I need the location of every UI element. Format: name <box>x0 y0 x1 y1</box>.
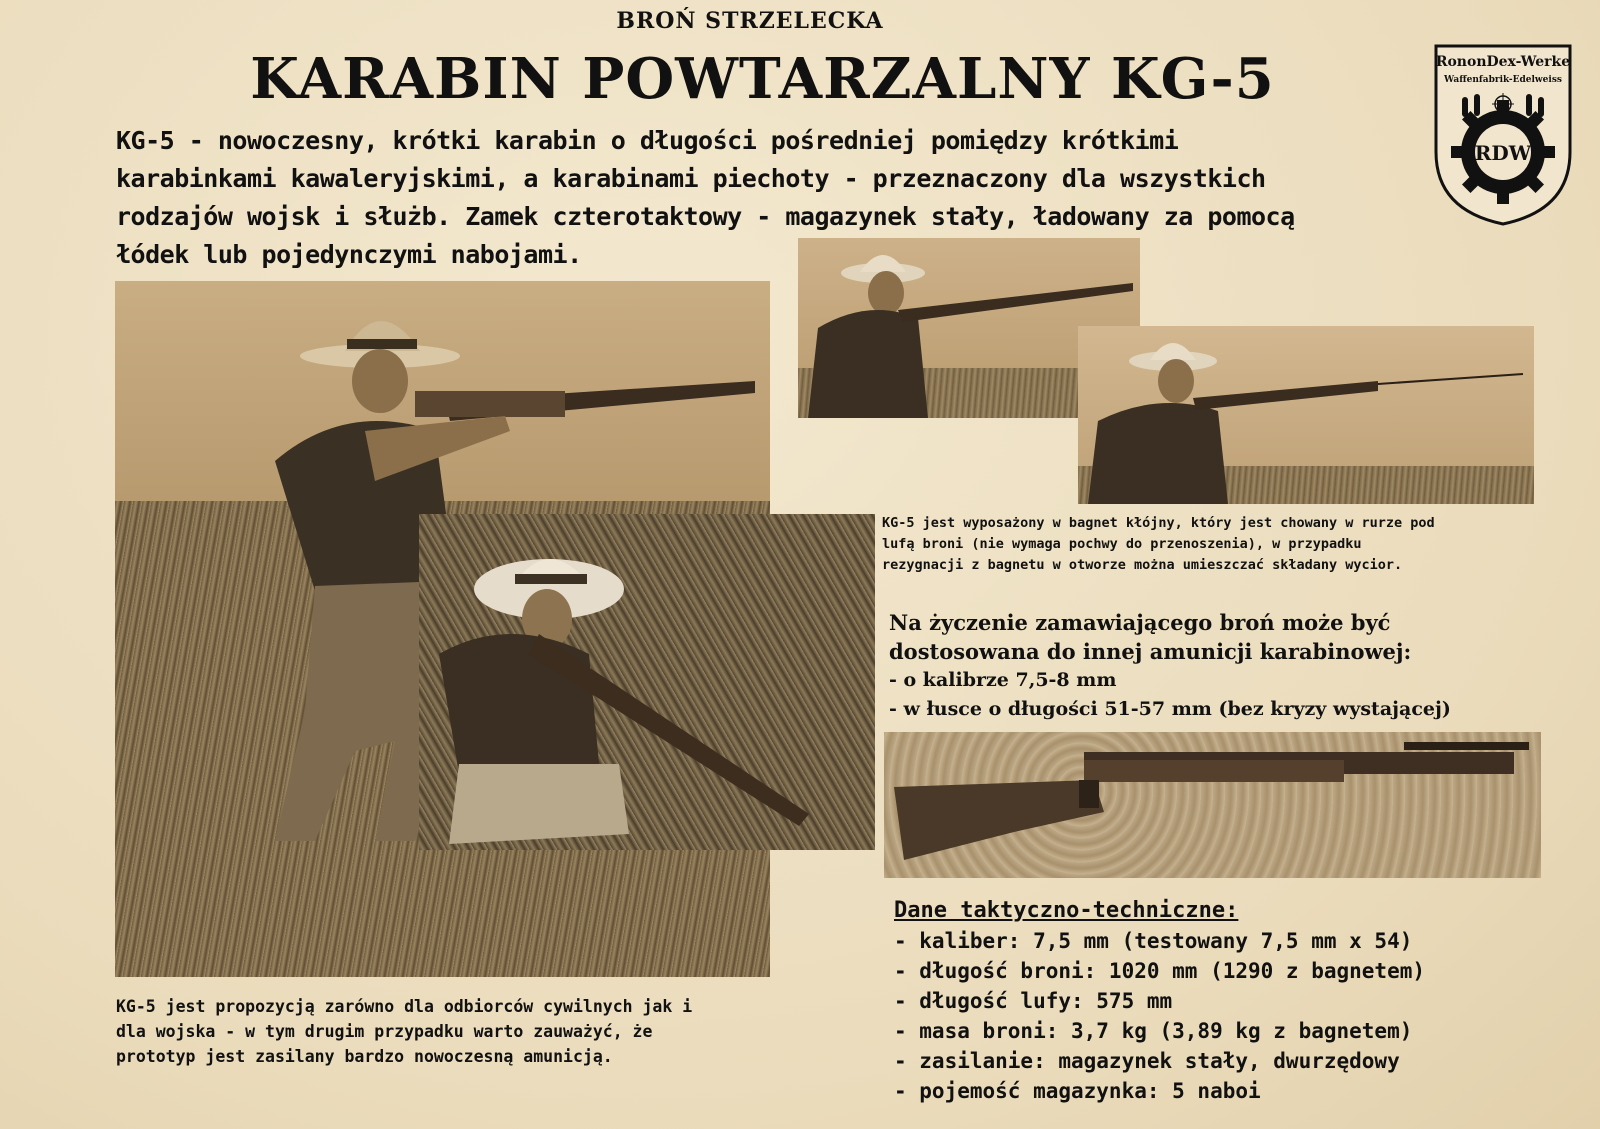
custom-line: - o kalibrze 7,5-8 mm <box>889 669 1117 691</box>
intro-paragraph <box>116 122 1386 274</box>
caption-line: prototyp jest zasilany bardzo nowoczesną amunicją. <box>116 1047 613 1066</box>
specs-section <box>894 896 1594 1106</box>
spec-item: - kaliber: 7,5 mm (testowany 7,5 mm x 54) <box>894 929 1413 953</box>
bayonet-soldier-icon <box>1078 326 1534 504</box>
page-title: KARABIN POWTARZALNY KG-5 <box>250 46 1275 112</box>
caption-line: KG-5 jest wyposażony w bagnet kłójny, który jest chowany w rurze pod <box>882 515 1435 531</box>
custom-line: - w łusce o długości 51-57 mm (bez kryzy wystającej) <box>889 698 1451 720</box>
caption-line: dla wojska - w tym drugim przypadku warto zauważyć, że <box>116 1022 653 1041</box>
logo-emblem-icon <box>1432 42 1574 227</box>
logo-line1: RononDex-Werke <box>1435 54 1571 70</box>
custom-line: dostosowana do innej amunicji karabinowej: <box>889 639 1412 664</box>
intro-line: łódek lub pojedynczymi nabojami. <box>116 240 582 269</box>
spec-item: - zasilanie: magazynek stały, dwurzędowy <box>894 1049 1400 1073</box>
custom-ammo-note <box>889 608 1589 724</box>
rifle-icon <box>884 732 1541 878</box>
photo-kneeling-soldier <box>419 514 875 850</box>
caption-bayonet <box>882 513 1532 576</box>
rdw-logo <box>1432 42 1574 227</box>
caption-line: rezygnacji z bagnetu w otworze można umieszczać składany wycior. <box>882 557 1403 573</box>
intro-line: KG-5 - nowoczesny, krótki karabin o długości pośredniej pomiędzy krótkimi <box>116 126 1179 155</box>
logo-monogram: RDW <box>1474 141 1532 165</box>
specs-heading: Dane taktyczno-techniczne: <box>894 898 1239 923</box>
caption-line: KG-5 jest propozycją zarówno dla odbiorców cywilnych jak i <box>116 997 693 1016</box>
caption-line: lufą broni (nie wymaga pochwy do przenoszenia), w przypadku <box>882 536 1362 552</box>
spec-item: - pojemość magazynka: 5 naboi <box>894 1079 1261 1103</box>
spec-item: - długość lufy: 575 mm <box>894 989 1173 1013</box>
intro-line: karabinkami kawaleryjskimi, a karabinami piechoty - przeznaczony dla wszystkich <box>116 164 1266 193</box>
kicker-heading: BROŃ STRZELECKA <box>616 8 884 34</box>
custom-line: Na życzenie zamawiającego broń może być <box>889 610 1391 635</box>
photo-bayonet-fixed <box>1078 326 1534 504</box>
spec-item: - masa broni: 3,7 kg (3,89 kg z bagnetem) <box>894 1019 1413 1043</box>
photo-rifle <box>884 732 1541 878</box>
spec-item: - długość broni: 1020 mm (1290 z bagnetem) <box>894 959 1426 983</box>
logo-line2: Waffenfabrik-Edelweiss <box>1444 75 1562 85</box>
kneeling-soldier-icon <box>419 514 875 850</box>
caption-civil <box>116 994 806 1069</box>
intro-line: rodzajów wojsk i służb. Zamek czterotaktowy - magazynek stały, ładowany za pomocą <box>116 202 1295 231</box>
